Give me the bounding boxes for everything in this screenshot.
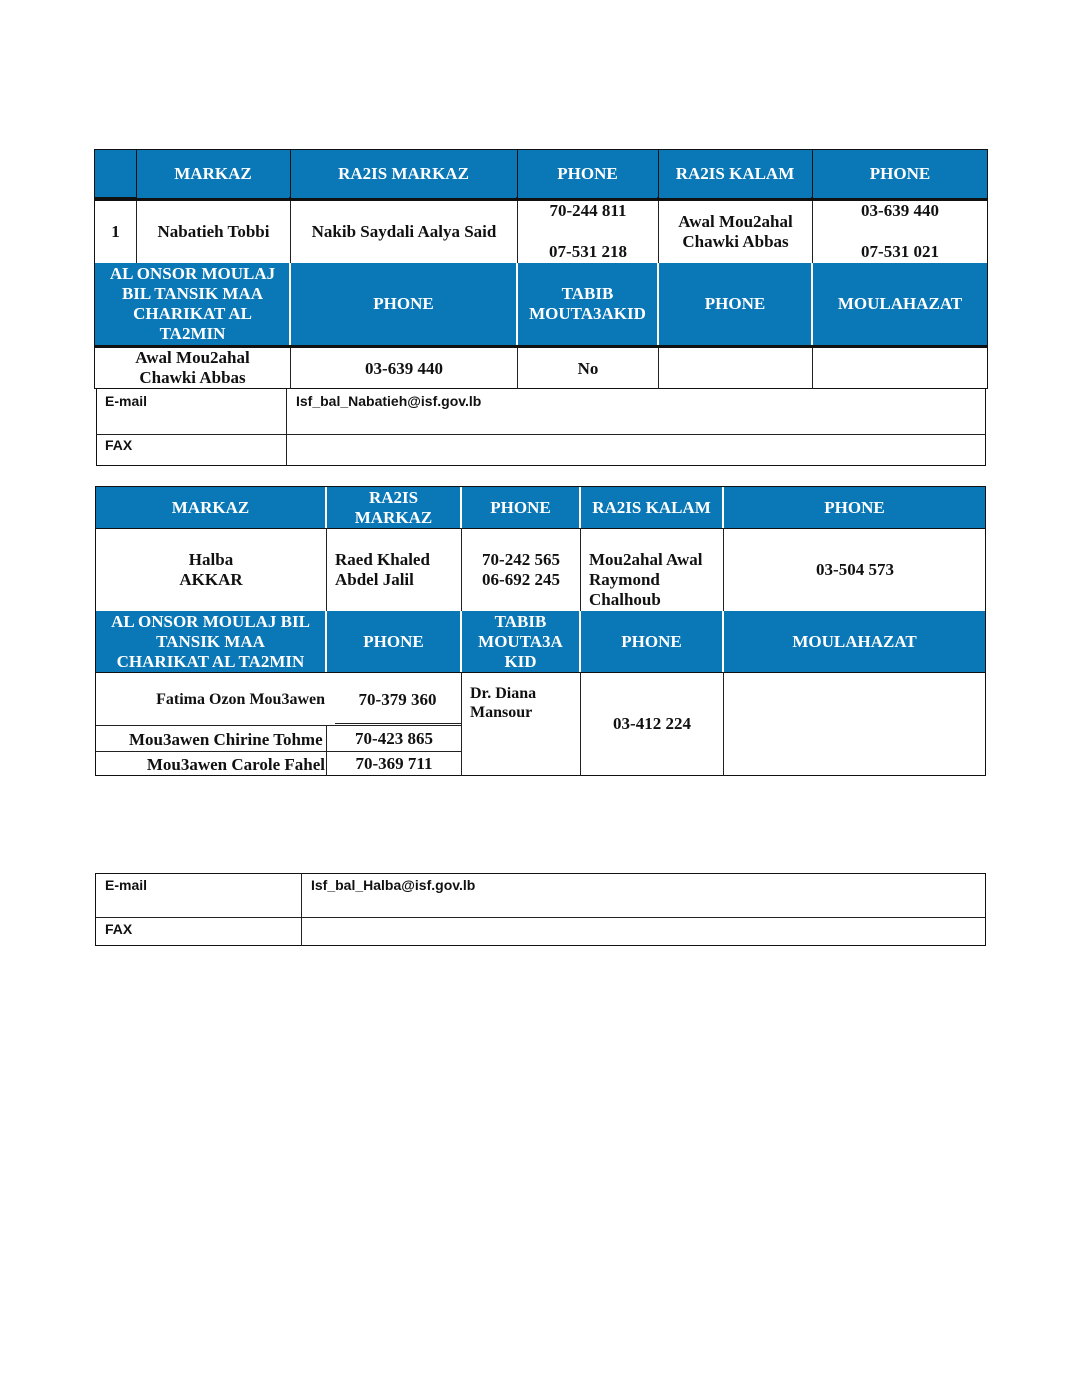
phone-value-1: 70-242 565: [482, 550, 560, 569]
header-tabib-line3: KID: [504, 651, 537, 671]
header-phone-3: PHONE: [327, 611, 460, 672]
onsor-line2: Chawki Abbas: [139, 368, 246, 387]
kalam-line3: Chalhoub: [589, 590, 661, 609]
header-phone-2: PHONE: [813, 150, 987, 198]
header-markaz: MARKAZ: [137, 150, 289, 198]
header-onsor: [96, 264, 289, 344]
header-phone-2: PHONE: [724, 487, 985, 528]
header-moulahazat: MOULAHAZAT: [813, 264, 987, 344]
staff-phone-2: 70-423 865: [355, 729, 433, 748]
header-onsor-line2: TANSIK MAA: [156, 631, 265, 651]
header-ra2is-line1: RA2IS: [368, 487, 419, 507]
header-onsor-line4: TA2MIN: [159, 324, 226, 343]
header-onsor-line3: CHARIKAT AL: [133, 304, 252, 323]
moulahazat-value: [724, 672, 985, 776]
header-moulahazat: MOULAHAZAT: [724, 611, 985, 672]
fax-label: FAX: [105, 921, 133, 937]
contact-box: [95, 873, 986, 946]
phone-value-1: 70-244 811: [549, 201, 627, 220]
kalam-line2: Raymond: [589, 570, 660, 589]
ra2is-line2: Abdel Jalil: [335, 570, 414, 589]
header-ra2is-markaz: [327, 487, 460, 528]
row-number: 1: [111, 222, 120, 241]
header-phone-3: PHONE: [291, 264, 516, 344]
header-tabib-line2: MOUTA3A: [478, 631, 563, 651]
markaz-value: Nabatieh Tobbi: [157, 222, 270, 241]
phone-value-2: 06-692 245: [482, 570, 560, 589]
header-markaz: MARKAZ: [96, 487, 325, 528]
header-onsor-line3: CHARIKAT AL TA2MIN: [116, 651, 305, 671]
ra2is-kalam-line1: Awal Mou2ahal: [678, 212, 793, 231]
staff-name-row-3: [96, 754, 325, 775]
tabib-phone-value: [659, 348, 812, 389]
header-ra2is-line2: MARKAZ: [354, 507, 433, 527]
markaz-line2: AKKAR: [179, 570, 243, 589]
header-phone: PHONE: [462, 487, 579, 528]
phone-value-2: 07-531 218: [549, 242, 627, 261]
header-tabib: [462, 611, 579, 672]
header-onsor: [96, 611, 325, 672]
header-tabib-line2: MOUTA3AKID: [529, 304, 646, 323]
moulahazat-value: [813, 348, 987, 389]
tabib-line1: Dr. Diana: [470, 685, 537, 702]
contact-table: [96, 389, 986, 466]
list-item: Fatima Ozon Mou3awen: [156, 691, 325, 708]
email-label: E-mail: [105, 393, 148, 409]
header-ra2is-kalam: RA2IS KALAM: [581, 487, 722, 528]
email-value[interactable]: Isf_bal_Halba@isf.gov.lb: [311, 877, 476, 893]
list-item: Mou3awen Carole Fahel: [146, 754, 325, 774]
header-phone-4: PHONE: [581, 611, 722, 672]
ra2is-kalam-line2: Chawki Abbas: [682, 232, 789, 251]
email-label: E-mail: [105, 877, 148, 893]
phone2-value: 03-504 573: [816, 559, 894, 579]
tabib-line2: Mansour: [470, 704, 533, 721]
tabib-phone: 03-412 224: [613, 714, 691, 733]
staff-phone-1: 70-379 360: [358, 690, 437, 709]
header-onsor-line2: BIL TANSIK MAA: [121, 284, 264, 303]
header-phone-4: PHONE: [659, 264, 811, 344]
header-phone: PHONE: [518, 150, 657, 198]
header-onsor-line1: AL ONSOR MOULAJ BIL: [111, 611, 310, 631]
header-tabib: [518, 264, 657, 344]
kalam-line1: Mou2ahal Awal: [589, 550, 703, 569]
header-ra2is-markaz: RA2IS MARKAZ: [291, 150, 516, 198]
ra2is-markaz-value: Nakib Saydali Aalya Said: [311, 222, 497, 241]
phone2-value-2: 07-531 021: [861, 242, 939, 261]
onsor-phone: 03-639 440: [365, 358, 443, 378]
ra2is-line1: Raed Khaled: [335, 550, 430, 569]
list-item: Mou3awen Chirine Tohme: [129, 729, 323, 749]
header-tabib-line1: TABIB: [561, 284, 614, 303]
header-tabib-line1: TABIB: [494, 611, 547, 631]
fax-label: FAX: [105, 437, 133, 453]
staff-name-row-2: [96, 729, 325, 750]
header-onsor-line1: AL ONSOR MOULAJ: [109, 264, 276, 283]
markaz-line1: Halba: [188, 550, 234, 569]
phone2-value-1: 03-639 440: [861, 201, 939, 220]
staff-phone-3: 70-369 711: [355, 754, 433, 773]
tabib-value: No: [577, 358, 599, 378]
onsor-line1: Awal Mou2ahal: [135, 348, 250, 367]
header-ra2is-kalam: RA2IS KALAM: [659, 150, 811, 198]
email-value[interactable]: Isf_bal_Nabatieh@isf.gov.lb: [296, 393, 482, 409]
staff-name-row-1: [96, 680, 325, 720]
